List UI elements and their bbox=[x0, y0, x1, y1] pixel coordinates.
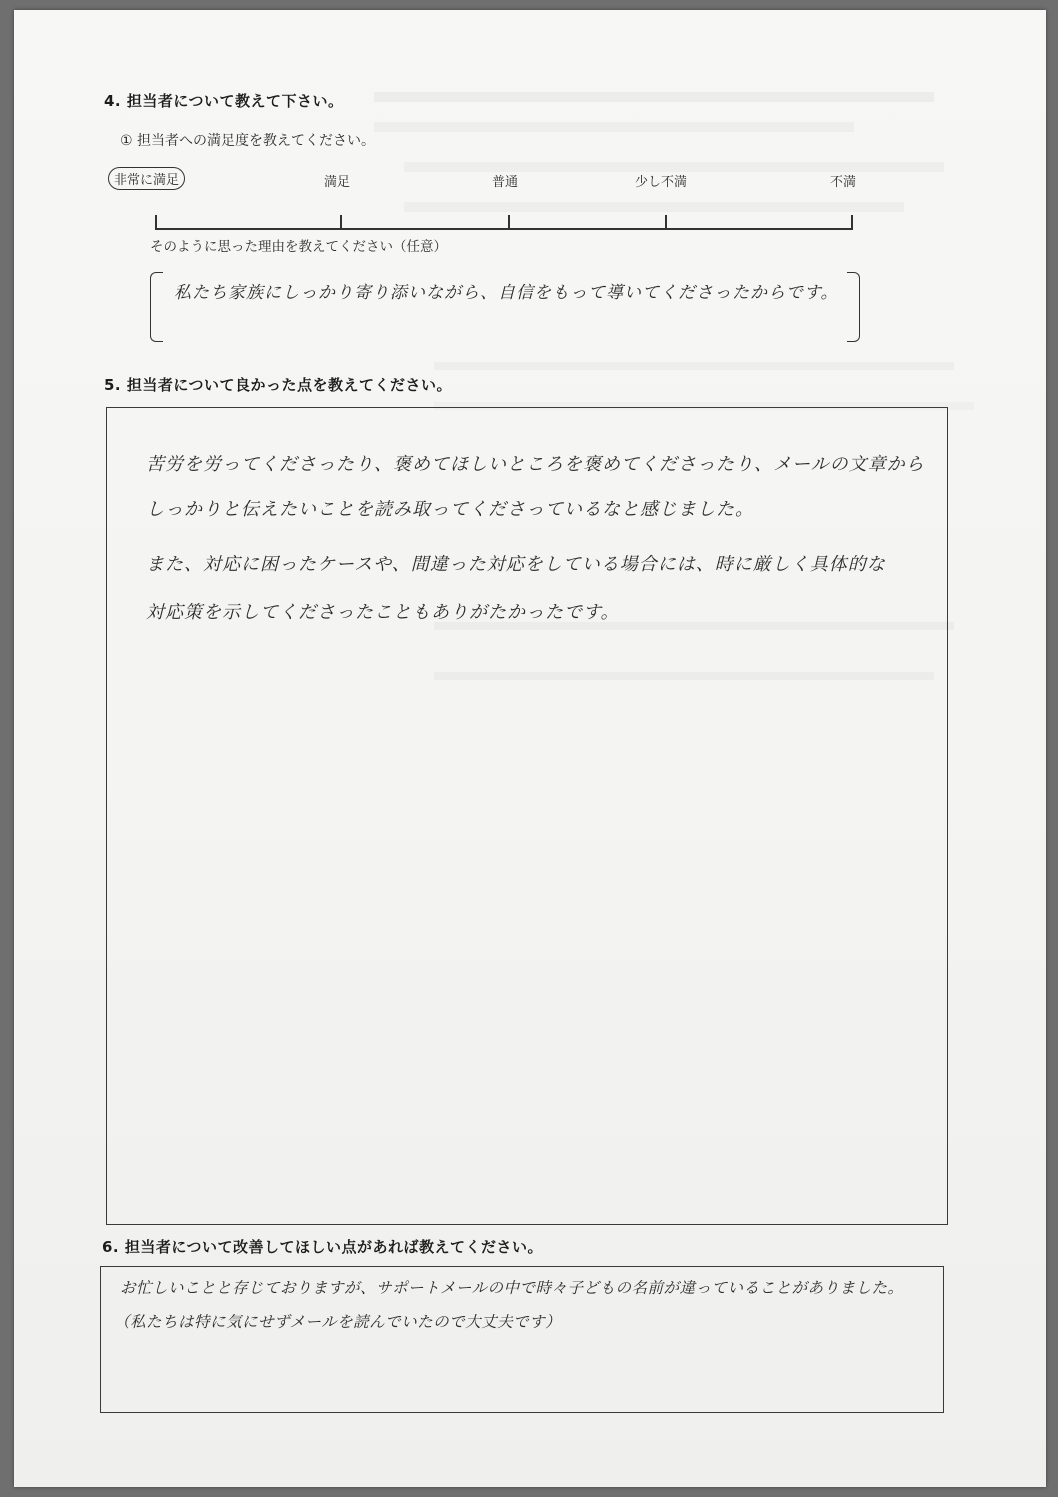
q5-answer-line: また、対応に困ったケースや、間違った対応をしている場合には、時に厳しく具体的な bbox=[146, 554, 886, 575]
q5-heading: 5. 担当者について良かった点を教えてください。 bbox=[104, 376, 453, 394]
q6-answer-line: （私たちは特に気にせずメールを読んでいたので大丈夫です） bbox=[114, 1313, 562, 1331]
satisfaction-scale-line bbox=[155, 228, 853, 230]
scale-tick bbox=[665, 215, 667, 230]
q5-answer-line: しっかりと伝えたいことを読み取ってくださっているなと感じました。 bbox=[146, 499, 754, 520]
q4-heading: 4. 担当者について教えて下さい。 bbox=[104, 92, 344, 110]
reason-bracket-right bbox=[847, 272, 860, 342]
reason-bracket-left bbox=[150, 272, 163, 342]
scale-tick bbox=[340, 215, 342, 230]
scale-option-slightly-dissatisfied[interactable]: 少し不満 bbox=[635, 175, 688, 190]
scale-tick bbox=[851, 215, 853, 230]
questionnaire-page bbox=[14, 10, 1046, 1487]
scale-option-very-satisfied[interactable]: 非常に満足 bbox=[108, 167, 185, 190]
q5-answer-line: 対応策を示してくださったこともありがたかったです。 bbox=[146, 602, 620, 623]
scale-option-neutral[interactable]: 普通 bbox=[492, 175, 519, 190]
q5-answer-line: 苦労を労ってくださったり、褒めてほしいところを褒めてくださったり、メールの文章から bbox=[146, 454, 925, 475]
q4-reason-label: そのように思った理由を教えてください（任意） bbox=[150, 239, 447, 255]
q6-answer-line: お忙しいことと存じておりますが、サポートメールの中で時々子どもの名前が違っていることがありました。 bbox=[120, 1279, 904, 1297]
scale-option-dissatisfied[interactable]: 不満 bbox=[830, 175, 857, 190]
q4-satisfaction-question: ① 担当者への満足度を教えてください。 bbox=[120, 133, 375, 149]
scale-tick bbox=[155, 215, 157, 230]
q5-answer-box[interactable] bbox=[106, 407, 948, 1225]
q4-reason-answer[interactable]: 私たち家族にしっかり寄り添いながら、自信をもって導いてくださったからです。 bbox=[174, 283, 839, 303]
scale-option-satisfied[interactable]: 満足 bbox=[324, 175, 351, 190]
q6-heading: 6. 担当者について改善してほしい点があれば教えてください。 bbox=[102, 1238, 544, 1256]
scale-tick bbox=[508, 215, 510, 230]
